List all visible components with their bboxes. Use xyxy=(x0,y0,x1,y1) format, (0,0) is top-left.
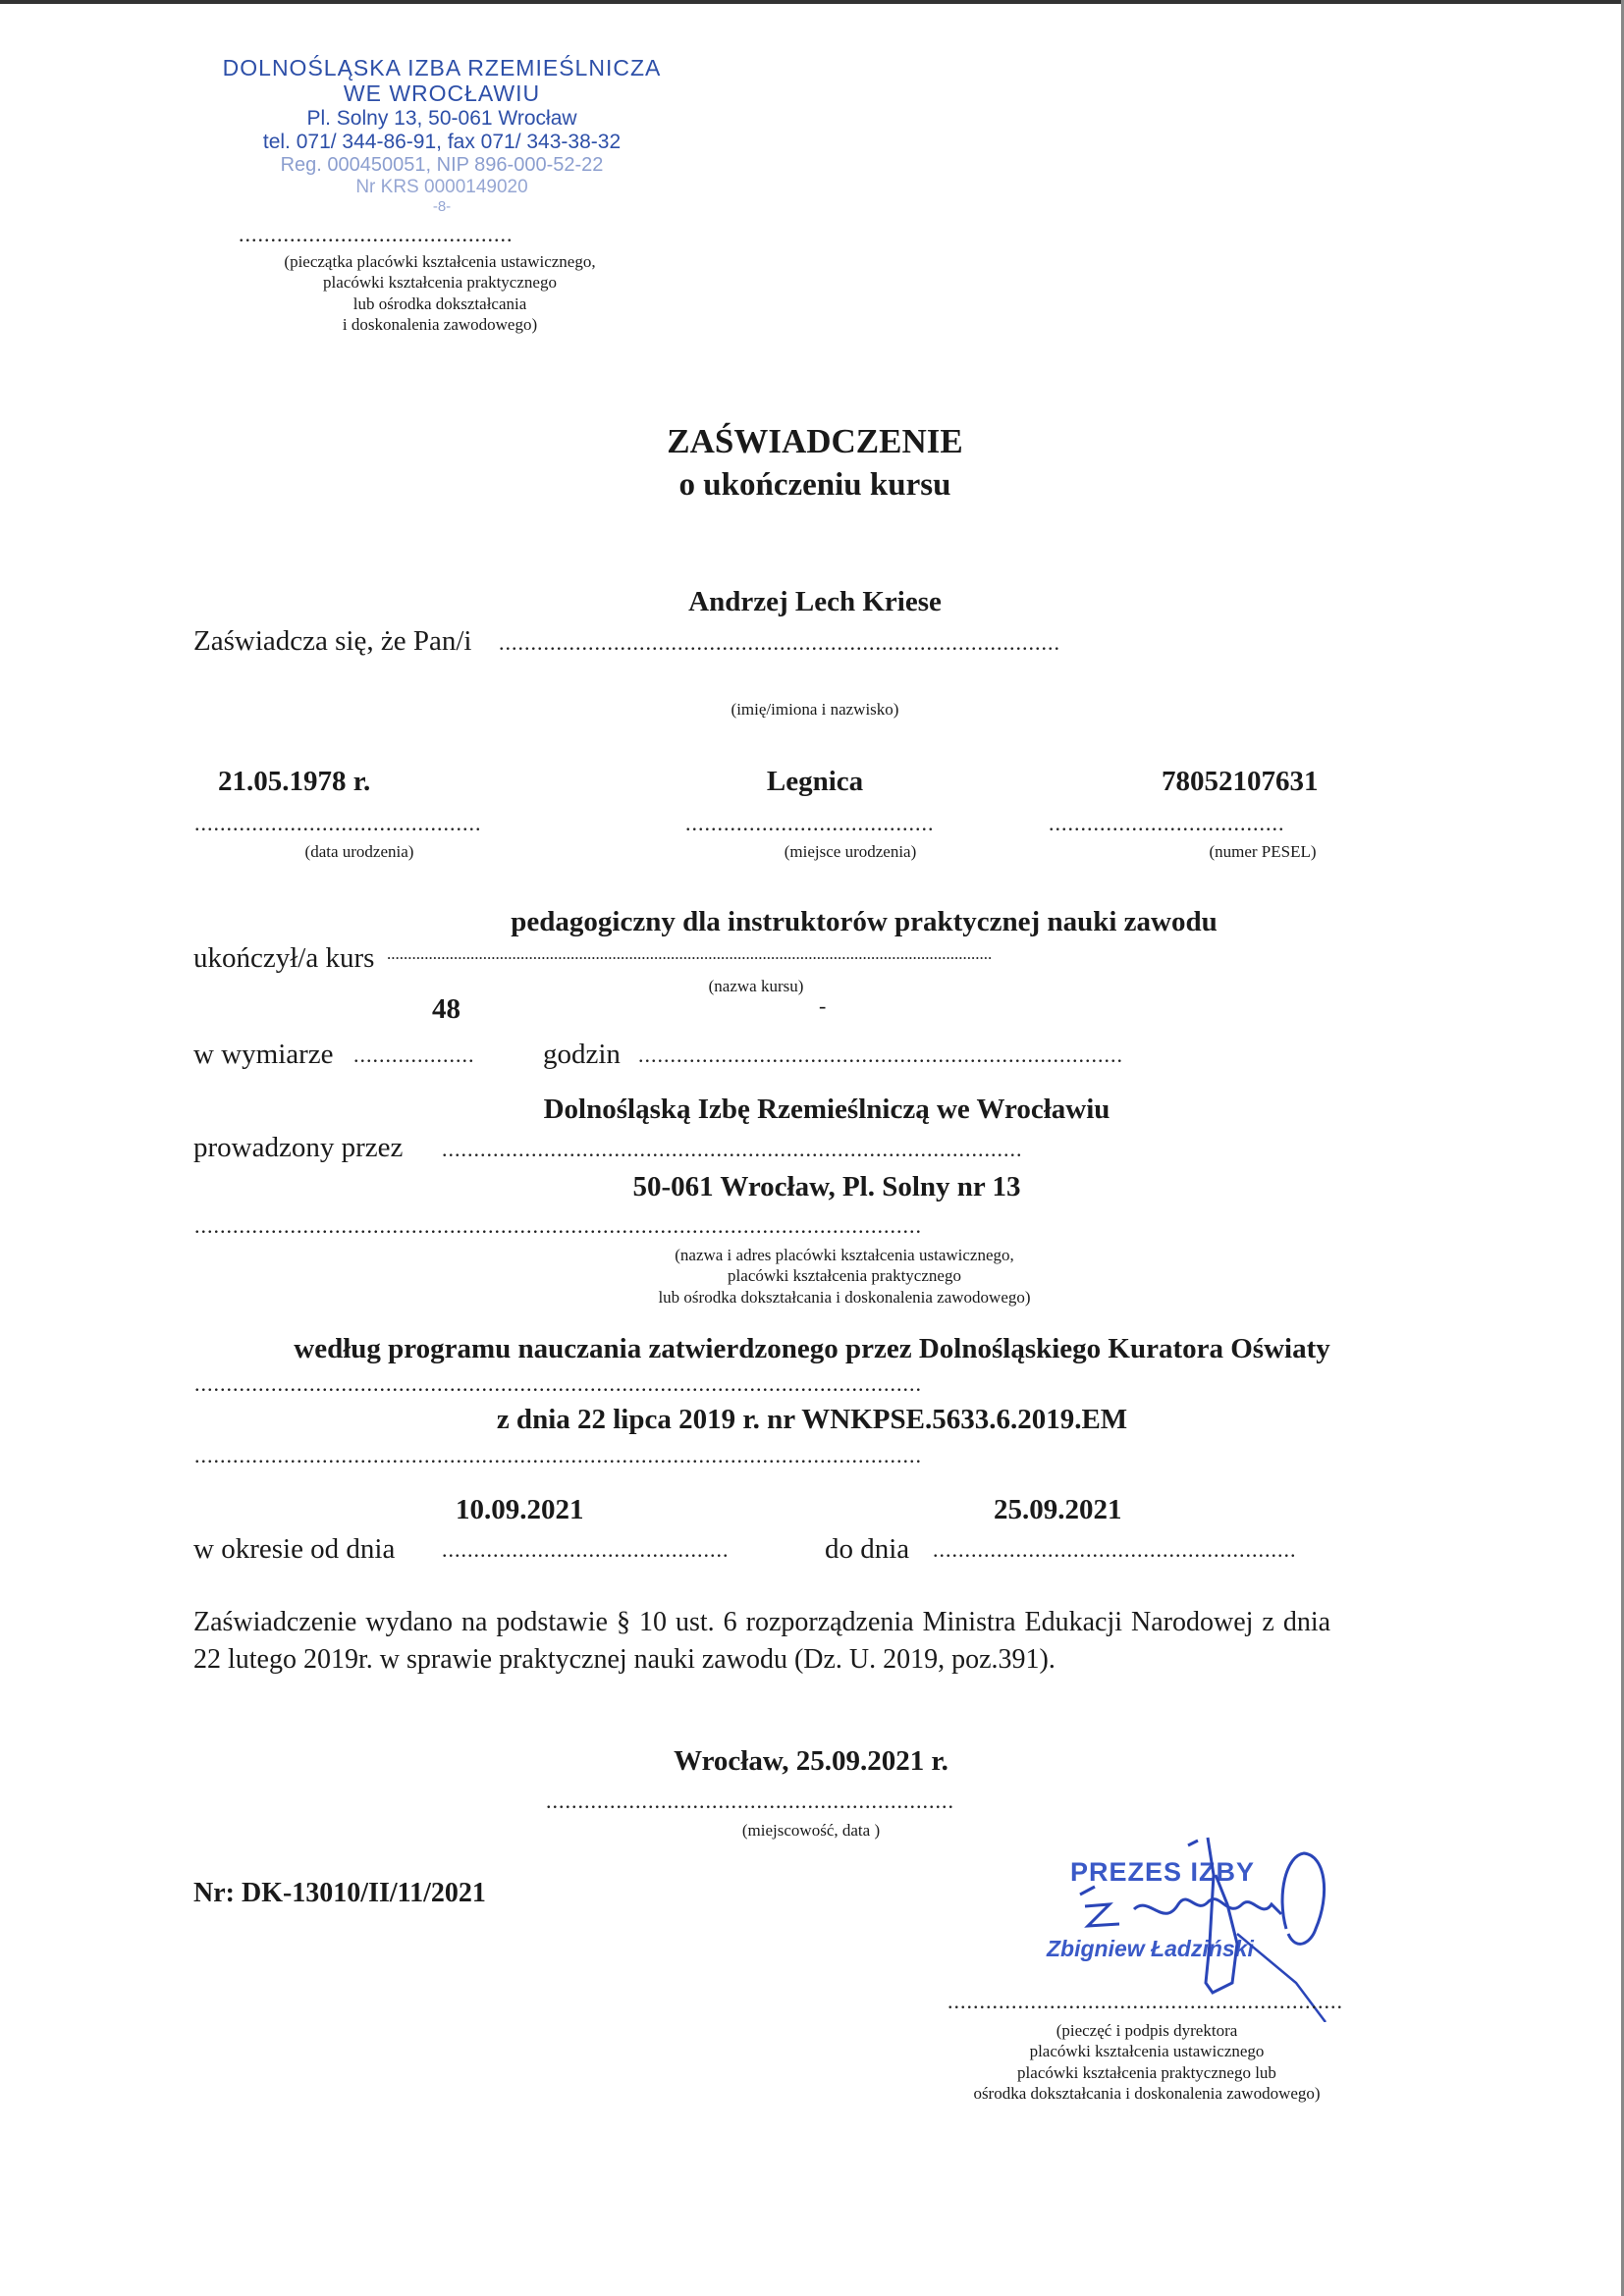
stamp-line-7: -8- xyxy=(432,198,452,215)
organizer-caption-3: lub ośrodka dokształcania i doskonalenia zawodowego) xyxy=(658,1287,1031,1307)
signature-caption-1: (pieczęć i podpis dyrektora xyxy=(1056,2021,1238,2040)
hours-unit-label: godzin xyxy=(543,1039,621,1070)
stamp-caption-1: (pieczątka placówki kształcenia ustawicznego, xyxy=(284,252,596,271)
organizer-name: Dolnośląską Izbę Rzemieślniczą we Wrocławiu xyxy=(543,1094,1110,1125)
birth-place: Legnica xyxy=(766,766,864,797)
person-dots: ........................................................................................ xyxy=(499,630,1060,655)
issue-place-date-caption: (miejscowość, data ) xyxy=(741,1821,881,1840)
issue-place-date: Wrocław, 25.09.2021 r. xyxy=(674,1745,948,1777)
program-dots: .................................................................................................................. xyxy=(194,1371,922,1396)
signature-caption xyxy=(973,2020,1320,2104)
signature-stamp-name: Zbigniew Ładziński xyxy=(1047,1936,1254,1961)
issue-place-date-dots: ................................................................ xyxy=(546,1789,954,1813)
pesel-caption: (numer PESEL) xyxy=(1209,842,1317,861)
stamp-line-5: Reg. 000450051, NIP 896-000-52-22 xyxy=(280,154,604,177)
stamp-line-2: WE WROCŁAWIU xyxy=(343,80,541,107)
stamp-caption-4: i doskonalenia zawodowego) xyxy=(342,314,538,334)
course-caption: (nazwa kursu) xyxy=(708,977,804,995)
birth-place-dots: ....................................... xyxy=(685,811,935,835)
course-label: ukończył/a kurs xyxy=(193,942,375,974)
pesel-dots: ..................................... xyxy=(1049,811,1285,835)
organizer-address-dots: .................................................................................................................. xyxy=(194,1213,922,1238)
stamp-line-6: Nr KRS 0000149020 xyxy=(355,177,528,198)
hours-dots: ................... xyxy=(353,1042,475,1067)
legal-basis-line-1: Zaświadczenie wydano na podstawie § 10 ust. 6 rozporządzenia Ministra Edukacji Narodowej z dnia xyxy=(193,1607,1331,1637)
period-from: 10.09.2021 xyxy=(456,1494,584,1525)
stamp-caption-2: placówki kształcenia praktycznego xyxy=(323,273,557,293)
person-caption: (imię/imiona i nazwisko) xyxy=(731,700,899,719)
institution-stamp xyxy=(196,55,687,215)
hours-label: w wymiarze xyxy=(193,1039,334,1070)
organizer-caption-1: (nazwa i adres placówki kształcenia ustawicznego, xyxy=(675,1246,1014,1264)
document-title: ZAŚWIADCZENIE xyxy=(667,422,963,460)
organizer-caption xyxy=(658,1245,1030,1308)
stamp-line-3: Pl. Solny 13, 50-061 Wrocław xyxy=(306,106,577,130)
pesel-number: 78052107631 xyxy=(1162,766,1319,797)
period-to: 25.09.2021 xyxy=(994,1494,1122,1525)
organizer-dots: ........................................................................................... xyxy=(442,1137,1023,1161)
signature-caption-3: placówki kształcenia praktycznego lub xyxy=(1017,2062,1276,2082)
period-from-label: w okresie od dnia xyxy=(193,1533,396,1565)
organizer-label: prowadzony przez xyxy=(193,1132,404,1163)
signature-stamp xyxy=(1041,1845,1365,2012)
hours-value: 48 xyxy=(432,993,460,1025)
person-name: Andrzej Lech Kriese xyxy=(688,586,942,617)
scan-top-edge xyxy=(0,0,1624,4)
signature-caption-4: ośrodka dokształcania i doskonalenia zawodowego) xyxy=(973,2083,1321,2103)
stamp-line-4: tel. 071/ 344-86-91, fax 071/ 343-38-32 xyxy=(262,131,622,154)
birth-place-caption: (miejsce urodzenia) xyxy=(784,842,917,861)
period-to-dots: ......................................................... xyxy=(933,1537,1297,1562)
stamp-caption-3: lub ośrodka dokształcania xyxy=(352,294,527,313)
birth-date-caption: (data urodzenia) xyxy=(304,842,414,861)
document-number: Nr: DK-13010/II/11/2021 xyxy=(193,1878,486,1908)
organizer-address: 50-061 Wrocław, Pl. Solny nr 13 xyxy=(632,1171,1021,1202)
stamp-dots: ........................................... xyxy=(239,222,514,246)
birth-date-dots: ............................................. xyxy=(194,811,482,835)
program-approval: z dnia 22 lipca 2019 r. nr WNKPSE.5633.6.2019.EM xyxy=(496,1404,1128,1435)
hours-dash: - xyxy=(819,993,827,1018)
organizer-caption-2: placówki kształcenia praktycznego xyxy=(728,1266,961,1286)
birth-date: 21.05.1978 r. xyxy=(218,766,371,797)
signature-dots: .............................................................. xyxy=(947,1989,1343,2013)
hours-unit-dots: ............................................................................ xyxy=(638,1042,1123,1067)
period-to-label: do dnia xyxy=(825,1533,910,1565)
period-from-dots: ............................................. xyxy=(442,1537,730,1562)
course-name: pedagogiczny dla instruktorów praktycznej nauki zawodu xyxy=(511,906,1218,937)
program-approval-dots: .................................................................................................................. xyxy=(194,1443,922,1468)
document-subtitle: o ukończeniu kursu xyxy=(678,467,951,503)
course-dots: ................................................................................................................................................. xyxy=(387,944,993,963)
stamp-line-1: DOLNOŚLĄSKA IZBA RZEMIEŚLNICZA xyxy=(222,55,662,80)
person-label: Zaświadcza się, że Pan/i xyxy=(193,625,472,657)
signature-caption-2: placówki kształcenia ustawicznego xyxy=(1029,2042,1265,2061)
signature-stamp-title: PREZES IZBY xyxy=(1070,1857,1256,1887)
legal-basis-line-2: 22 lutego 2019r. w sprawie praktycznej nauki zawodu (Dz. U. 2019, poz.391). xyxy=(193,1644,1056,1675)
program-text: według programu nauczania zatwierdzonego przez Dolnośląskiego Kuratora Oświaty xyxy=(294,1333,1330,1364)
stamp-caption xyxy=(284,251,595,335)
